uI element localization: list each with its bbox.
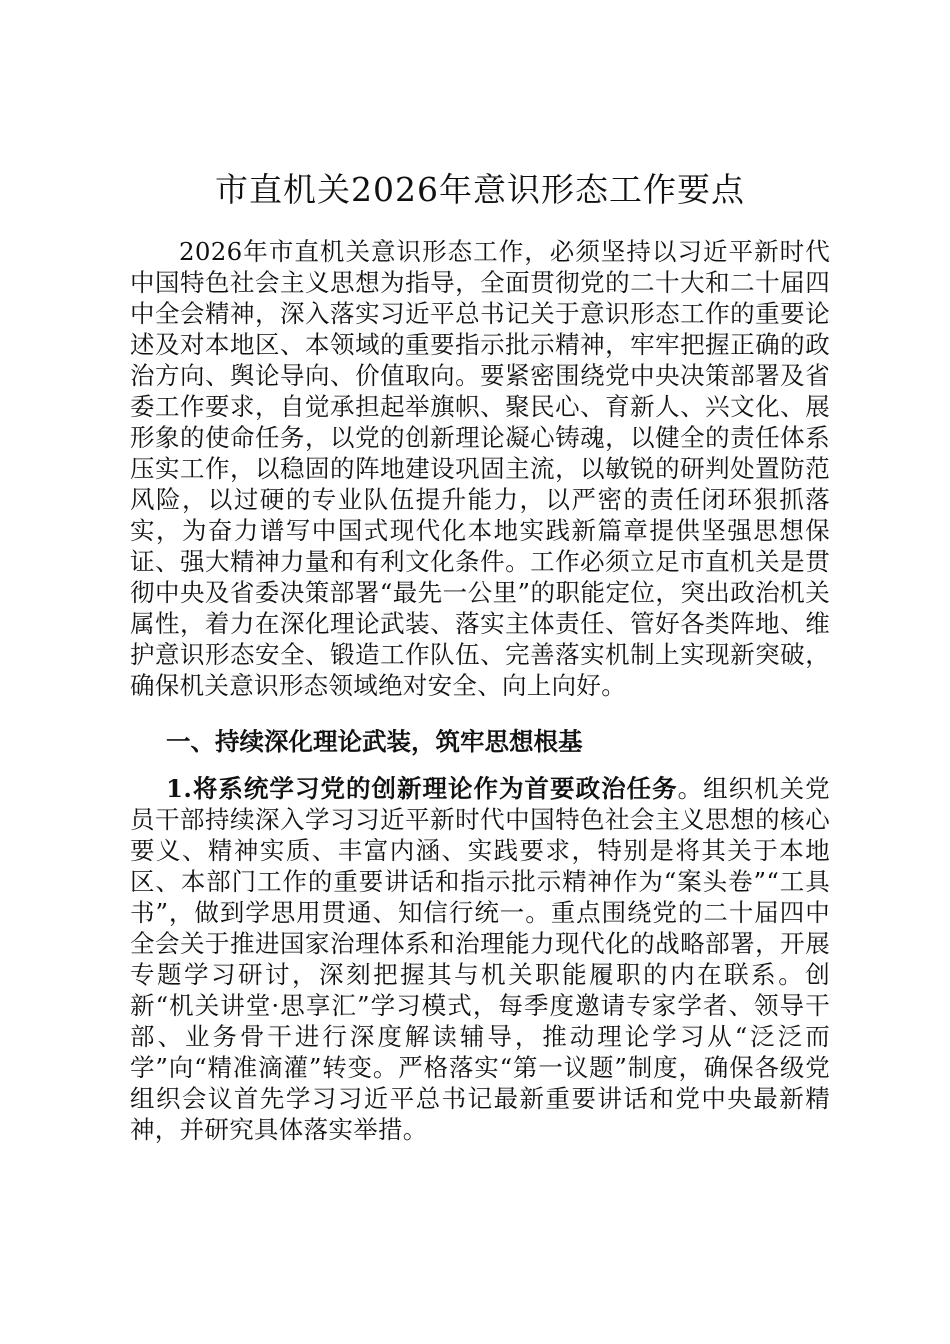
- item-body: 。组织机关党员干部持续深入学习习近平新时代中国特色社会主义思想的核心要义、精神实质、丰富内涵、实践要求，特别是将其关于本地区、本部门工作的重要讲话和指示批示精神作为“案头卷”“工具书”，做到学思用贯通、知信行统一。重点围绕党的二十届四中全会关于推进国家治理体系和治理能力现代化的战略部署，开展专题学习研讨，深刻把握其与机关职能履职的内在联系。创新“机关讲堂·思享汇”学习模式，每季度邀请专家学者、领导干部、业务骨干进行深度解读辅导，推动理论学习从“泛泛而学”向“精准滴灌”转变。严格落实“第一议题”制度，确保各级党组织会议首先学习习近平总书记最新重要讲话和党中央最新精神，并研究具体落实举措。: [130, 774, 831, 1144]
- section-heading: 一、持续深化理论武装，筑牢思想根基: [166, 727, 583, 756]
- intro-paragraph: 2026年市直机关意识形态工作，必须坚持以习近平新时代中国特色社会主义思想为指导，全面贯彻党的二十大和二十届四中全会精神，深入落实习近平总书记关于意识形态工作的重要论述及对本地区、本领域的重要指示批示精神，牢牢把握正确的政治方向、舆论导向、价值取向。要紧密围绕党中央决策部署及省委工作要求，自觉承担起举旗帜、聚民心、育新人、兴文化、展形象的使命任务，以党的创新理论凝心铸魂，以健全的责任体系压实工作，以稳固的阵地建设巩固主流，以敏锐的研判处置防范风险，以过硬的专业队伍提升能力，以严密的责任闭环狠抓落实，为奋力谱写中国式现代化本地实践新篇章提供坚强思想保证、强大精神力量和有利文化条件。工作必须立足市直机关是贯彻中央及省委决策部署“最先一公里”的职能定位，突出政治机关属性，着力在深化理论武装、落实主体责任、管好各类阵地、维护意识形态安全、锻造工作队伍、完善落实机制上实现新突破，确保机关意识形态领域绝对安全、向上向好。: [130, 237, 830, 700]
- item-title: 1.将系统学习党的创新理论作为首要政治任务: [166, 774, 678, 803]
- document-title: 市直机关2026年意识形态工作要点: [215, 170, 745, 209]
- item-paragraph: [130, 773, 830, 1145]
